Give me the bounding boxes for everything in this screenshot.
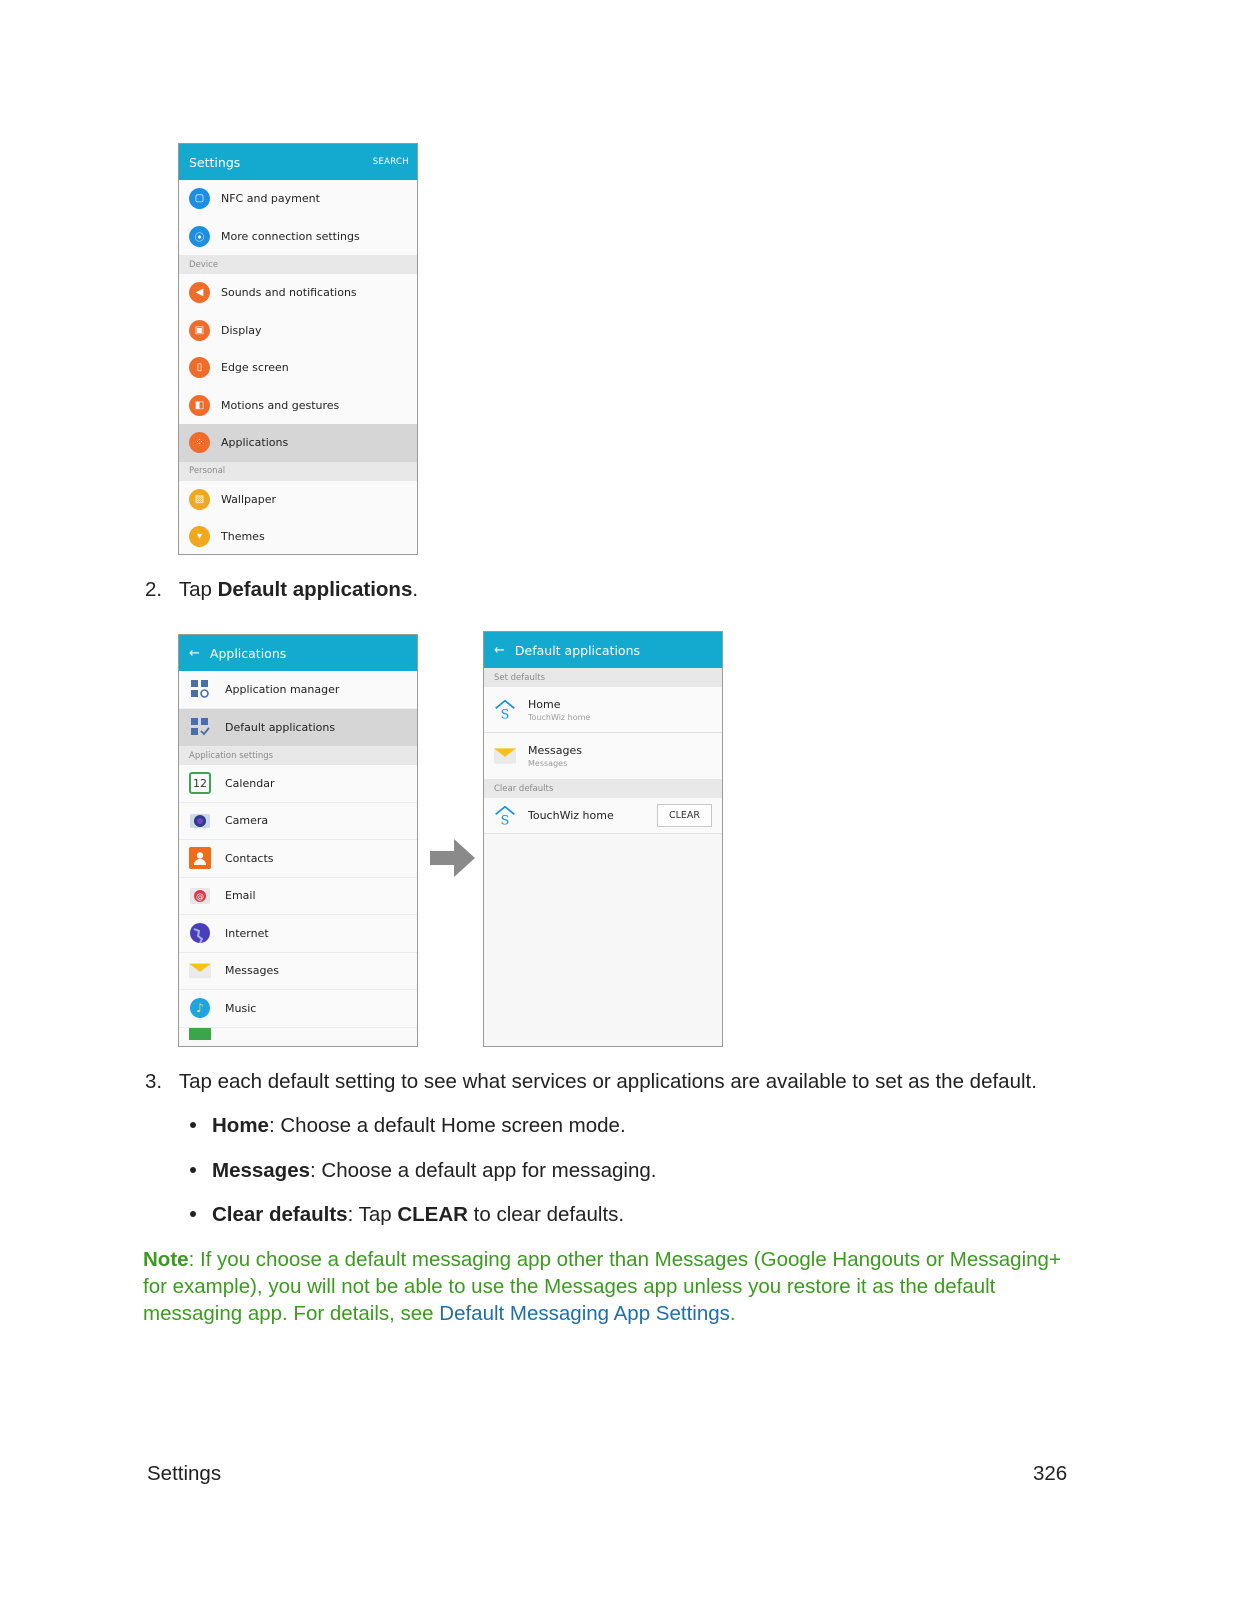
app-item-application-manager[interactable]: Application manager: [179, 671, 417, 709]
contacts-icon: [189, 847, 211, 869]
app-item-internet[interactable]: Internet: [179, 915, 417, 953]
bullet-messages: Messages: Choose a default app for messaging.: [190, 1159, 656, 1183]
back-arrow-icon[interactable]: ←: [189, 645, 200, 661]
display-icon: ▣: [189, 320, 210, 341]
speaker-icon: ◀: [189, 282, 210, 303]
settings-item-themes[interactable]: ▾ Themes: [179, 518, 417, 555]
clear-item-label: TouchWiz home: [528, 809, 614, 822]
settings-item-display[interactable]: ▣ Display: [179, 312, 417, 350]
empty-area: [484, 834, 722, 1047]
step-2-bold: Default applications: [217, 578, 413, 601]
step-3-text: Tap each default setting to see what services or applications are available to set as the default.: [178, 1070, 1037, 1093]
settings-screenshot: [178, 143, 418, 555]
internet-globe-icon: [189, 922, 211, 944]
right-arrow-icon: [430, 838, 476, 878]
camera-icon: [189, 810, 211, 832]
default-messaging-link[interactable]: Default Messaging App Settings: [439, 1302, 730, 1325]
section-application-settings: Application settings: [179, 746, 417, 765]
bullet-clear-defaults: Clear defaults: Tap CLEAR to clear defaults.: [190, 1203, 624, 1227]
default-messages[interactable]: [484, 733, 722, 779]
touchwiz-home-icon-2: [494, 805, 516, 827]
svg-text:S: S: [500, 811, 510, 827]
messages-title: Messages: [528, 744, 582, 757]
search-button[interactable]: SEARCH: [372, 157, 409, 167]
settings-title: Settings: [189, 154, 241, 170]
default-apps-title: Default applications: [514, 642, 641, 658]
messages-envelope-icon-2: [494, 745, 516, 767]
default-apps-header: [484, 632, 722, 668]
default-applications-screenshot: [483, 631, 723, 1047]
applications-header: [179, 635, 417, 671]
settings-item-edge-screen[interactable]: ▯ Edge screen: [179, 349, 417, 387]
applications-title: Applications: [209, 645, 287, 661]
step-3: 3. Tap each default setting to see what services or applications are available to set as the default.: [145, 1070, 1037, 1093]
settings-item-applications[interactable]: ⁘ Applications: [179, 424, 417, 462]
section-device: Device: [179, 255, 417, 274]
settings-item-motions[interactable]: ◧ Motions and gestures: [179, 387, 417, 425]
app-item-partial: [179, 1028, 417, 1040]
note-paragraph: Note: If you choose a default messaging app other than Messages (Google Hangouts or Messaging+ for example), you will not be able to use the Messages app unless you restore it as the default messaging app. For details, see Default Messaging App Settings.: [143, 1248, 1061, 1325]
app-item-messages[interactable]: Messages: [179, 953, 417, 991]
applications-icon: ⁘: [189, 432, 210, 453]
settings-header: [179, 144, 417, 180]
footer-section: Settings: [147, 1462, 222, 1485]
motion-icon: ◧: [189, 395, 210, 416]
clear-default-touchwiz: [484, 798, 722, 834]
section-clear-defaults: Clear defaults: [484, 779, 722, 798]
section-personal: Personal: [179, 462, 417, 481]
step-2: 2. Tap Default applications.: [145, 578, 419, 601]
page-number: 326: [1033, 1462, 1068, 1485]
app-item-calendar[interactable]: 12 Calendar: [179, 765, 417, 803]
svg-text:♪: ♪: [196, 1001, 204, 1016]
note-label: Note: [143, 1248, 189, 1271]
back-arrow-icon-2[interactable]: ←: [494, 642, 505, 658]
applications-screenshot: [178, 634, 418, 1047]
messages-subtitle: Messages: [528, 759, 568, 768]
music-note-icon: [189, 997, 211, 1019]
home-subtitle: TouchWiz home: [528, 712, 591, 722]
email-icon: [189, 885, 211, 907]
calendar-icon: 12: [189, 772, 211, 794]
bullet-dot: [190, 1211, 196, 1217]
settings-item-wallpaper[interactable]: ▨ Wallpaper: [179, 481, 417, 519]
wallpaper-icon: ▨: [189, 489, 210, 510]
svg-text:S: S: [500, 705, 510, 721]
default-apps-icon: [189, 716, 211, 738]
edge-screen-icon: ▯: [189, 357, 210, 378]
default-home[interactable]: [484, 687, 722, 733]
settings-item-sounds[interactable]: ◀ Sounds and notifications: [179, 274, 417, 312]
touchwiz-home-icon: [494, 699, 516, 721]
app-item-contacts[interactable]: Contacts: [179, 840, 417, 878]
home-title: Home: [528, 697, 561, 711]
partial-app-icon: [189, 1028, 211, 1040]
bullet-dot: [190, 1122, 196, 1128]
app-item-camera[interactable]: Camera: [179, 803, 417, 841]
app-item-default-applications[interactable]: Default applications: [179, 709, 417, 747]
bullet-dot: [190, 1167, 196, 1173]
clear-button[interactable]: CLEAR: [657, 804, 712, 827]
settings-item-more-connection[interactable]: ⦿ More connection settings: [179, 218, 417, 256]
app-item-email[interactable]: @ Email: [179, 878, 417, 916]
svg-text:@: @: [196, 891, 204, 901]
themes-icon: ▾: [189, 526, 210, 547]
section-set-defaults: Set defaults: [484, 668, 722, 687]
app-manager-icon: [189, 678, 211, 700]
settings-item-nfc[interactable]: ▢ NFC and payment: [179, 180, 417, 218]
connection-icon: ⦿: [189, 226, 210, 247]
messages-envelope-icon: [189, 960, 211, 982]
app-item-music[interactable]: ♪ Music: [179, 990, 417, 1028]
bullet-home: Home: Choose a default Home screen mode.: [190, 1114, 626, 1138]
nfc-icon: ▢: [189, 188, 210, 209]
